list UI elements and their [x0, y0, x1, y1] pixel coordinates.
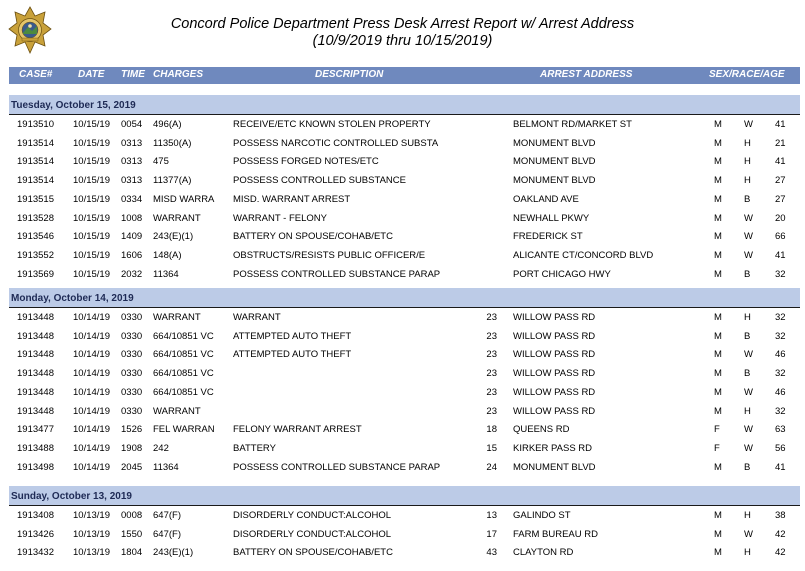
- row-age: 32: [775, 368, 786, 380]
- row-description: OBSTRUCTS/RESISTS PUBLIC OFFICER/E: [233, 249, 426, 261]
- row-case-number: 1913448: [17, 368, 54, 380]
- row-time: 2045: [121, 461, 143, 473]
- col-sex-race-age: SEX/RACE/AGE: [709, 69, 785, 80]
- row-case-number: 1913546: [17, 231, 54, 243]
- row-sex: F: [714, 424, 720, 436]
- row-race: B: [744, 268, 751, 280]
- row-date: 10/15/19: [73, 212, 110, 224]
- col-date: DATE: [78, 69, 105, 80]
- row-age: 27: [775, 193, 786, 205]
- date-group-label: Monday, October 14, 2019: [11, 293, 134, 304]
- row-charges: 11364: [153, 461, 179, 473]
- row-charges: 647(F): [153, 528, 181, 540]
- row-street-number: 24: [486, 461, 497, 473]
- row-case-number: 1913448: [17, 405, 54, 417]
- row-charges: 11350(A): [153, 137, 192, 149]
- row-charges: 664/10851 VC: [153, 386, 214, 398]
- row-time: 0313: [121, 175, 143, 187]
- row-date: 10/15/19: [73, 137, 110, 149]
- row-case-number: 1913569: [17, 268, 54, 280]
- row-sex: M: [714, 231, 722, 243]
- row-date: 10/14/19: [73, 349, 110, 361]
- row-case-number: 1913528: [17, 212, 54, 224]
- row-time: 1606: [121, 249, 143, 261]
- row-description: BATTERY ON SPOUSE/COHAB/ETC: [233, 231, 393, 243]
- row-description: POSSESS FORGED NOTES/ETC: [233, 156, 379, 168]
- table-row: [9, 345, 800, 364]
- row-time: 0330: [121, 405, 143, 417]
- row-sex: M: [714, 212, 722, 224]
- row-time: 0054: [121, 119, 143, 130]
- row-date: 10/13/19: [73, 510, 110, 521]
- table-row: [9, 543, 800, 562]
- row-sex: M: [714, 175, 722, 187]
- col-time: TIME: [121, 69, 145, 80]
- row-race: H: [744, 175, 751, 187]
- row-charges: 243(E)(1): [153, 231, 194, 243]
- col-case: CASE#: [19, 69, 53, 80]
- row-age: 41: [775, 156, 786, 168]
- row-description: ATTEMPTED AUTO THEFT: [233, 349, 352, 361]
- date-group-label: Sunday, October 13, 2019: [11, 491, 132, 502]
- table-row: [9, 402, 800, 421]
- row-street-number: 23: [486, 330, 497, 342]
- row-age: 38: [775, 510, 786, 521]
- row-race: B: [744, 368, 751, 380]
- row-date: 10/14/19: [73, 368, 110, 380]
- row-date: 10/15/19: [73, 193, 110, 205]
- row-case-number: 1913514: [17, 137, 54, 149]
- row-date: 10/14/19: [73, 330, 110, 342]
- row-charges: 664/10851 VC: [153, 349, 214, 361]
- row-case-number: 1913477: [17, 424, 54, 436]
- col-arrest-address: ARREST ADDRESS: [540, 69, 633, 80]
- row-charges: 242: [153, 442, 169, 454]
- row-sex: M: [714, 547, 722, 559]
- row-age: 21: [775, 137, 786, 149]
- row-age: 42: [775, 547, 786, 559]
- row-street-number: 23: [486, 405, 497, 417]
- row-sex: M: [714, 330, 722, 342]
- row-case-number: 1913510: [17, 119, 54, 130]
- row-case-number: 1913448: [17, 386, 54, 398]
- row-date: 10/14/19: [73, 405, 110, 417]
- row-arrest-address: PORT CHICAGO HWY: [513, 268, 611, 280]
- table-row: [9, 246, 800, 265]
- row-age: 42: [775, 528, 786, 540]
- table-row: [9, 506, 800, 525]
- row-sex: M: [714, 510, 722, 521]
- table-row: [9, 265, 800, 284]
- row-description: MISD. WARRANT ARREST: [233, 193, 351, 205]
- row-race: W: [744, 231, 753, 243]
- row-race: B: [744, 193, 751, 205]
- row-arrest-address: WILLOW PASS RD: [513, 349, 596, 361]
- row-charges: WARRANT: [153, 405, 201, 417]
- row-time: 0008: [121, 510, 143, 521]
- row-charges: FEL WARRAN: [153, 424, 215, 436]
- col-charges: CHARGES: [153, 69, 204, 80]
- row-street-number: 23: [486, 312, 497, 323]
- row-arrest-address: KIRKER PASS RD: [513, 442, 593, 454]
- row-street-number: 23: [486, 386, 497, 398]
- row-charges: 475: [153, 156, 169, 168]
- row-time: 1550: [121, 528, 143, 540]
- row-race: H: [744, 312, 751, 323]
- row-charges: 664/10851 VC: [153, 330, 214, 342]
- row-date: 10/15/19: [73, 156, 110, 168]
- row-date: 10/15/19: [73, 268, 110, 280]
- row-race: W: [744, 119, 753, 130]
- table-row: [9, 364, 800, 383]
- row-time: 2032: [121, 268, 143, 280]
- row-race: H: [744, 156, 751, 168]
- row-case-number: 1913426: [17, 528, 54, 540]
- col-description: DESCRIPTION: [315, 69, 384, 80]
- row-arrest-address: MONUMENT BLVD: [513, 156, 596, 168]
- row-case-number: 1913515: [17, 193, 54, 205]
- row-sex: M: [714, 461, 722, 473]
- row-case-number: 1913448: [17, 312, 54, 323]
- row-arrest-address: FARM BUREAU RD: [513, 528, 598, 540]
- row-arrest-address: WILLOW PASS RD: [513, 312, 596, 323]
- row-arrest-address: MONUMENT BLVD: [513, 461, 596, 473]
- table-row: [9, 209, 800, 228]
- date-group-header: [9, 486, 800, 506]
- row-age: 27: [775, 175, 786, 187]
- row-case-number: 1913448: [17, 349, 54, 361]
- row-description: BATTERY: [233, 442, 276, 454]
- row-time: 0313: [121, 156, 143, 168]
- row-description: POSSESS CONTROLLED SUBSTANCE PARAP: [233, 461, 441, 473]
- report-date-range: (10/9/2019 thru 10/15/2019): [312, 33, 493, 49]
- row-arrest-address: WILLOW PASS RD: [513, 330, 596, 342]
- row-time: 0330: [121, 368, 143, 380]
- row-arrest-address: QUEENS RD: [513, 424, 570, 436]
- row-time: 1008: [121, 212, 143, 224]
- row-charges: 496(A): [153, 119, 182, 130]
- table-row: [9, 308, 800, 327]
- row-time: 1908: [121, 442, 143, 454]
- row-charges: MISD WARRA: [153, 193, 215, 205]
- table-row: [9, 327, 800, 346]
- row-description: BATTERY ON SPOUSE/COHAB/ETC: [233, 547, 393, 559]
- row-sex: M: [714, 528, 722, 540]
- row-age: 41: [775, 461, 786, 473]
- row-age: 32: [775, 330, 786, 342]
- table-row: [9, 420, 800, 439]
- row-arrest-address: MONUMENT BLVD: [513, 175, 596, 187]
- row-age: 32: [775, 268, 786, 280]
- row-date: 10/13/19: [73, 528, 110, 540]
- row-race: W: [744, 528, 753, 540]
- report-title: Concord Police Department Press Desk Arrest Report w/ Arrest Address: [170, 16, 635, 32]
- row-date: 10/13/19: [73, 547, 110, 559]
- row-case-number: 1913432: [17, 547, 54, 559]
- row-sex: M: [714, 119, 722, 130]
- row-case-number: 1913448: [17, 330, 54, 342]
- row-charges: 11364: [153, 268, 179, 280]
- row-date: 10/15/19: [73, 175, 110, 187]
- row-case-number: 1913498: [17, 461, 54, 473]
- row-arrest-address: NEWHALL PKWY: [513, 212, 590, 224]
- row-sex: M: [714, 249, 722, 261]
- row-street-number: 23: [486, 368, 497, 380]
- row-race: H: [744, 137, 751, 149]
- row-arrest-address: MONUMENT BLVD: [513, 137, 596, 149]
- row-street-number: 13: [486, 510, 497, 521]
- row-arrest-address: WILLOW PASS RD: [513, 386, 596, 398]
- row-time: 1804: [121, 547, 143, 559]
- row-date: 10/14/19: [73, 386, 110, 398]
- row-sex: M: [714, 268, 722, 280]
- date-group-header: [9, 95, 800, 115]
- row-race: H: [744, 405, 751, 417]
- row-race: H: [744, 510, 751, 521]
- row-arrest-address: BELMONT RD/MARKET ST: [513, 119, 632, 130]
- row-age: 41: [775, 249, 786, 261]
- row-street-number: 17: [486, 528, 497, 540]
- row-charges: 148(A): [153, 249, 182, 261]
- row-time: 0313: [121, 137, 143, 149]
- row-race: B: [744, 461, 751, 473]
- row-sex: F: [714, 442, 720, 454]
- row-race: B: [744, 330, 751, 342]
- row-case-number: 1913514: [17, 156, 54, 168]
- table-row: [9, 171, 800, 190]
- row-arrest-address: WILLOW PASS RD: [513, 405, 596, 417]
- row-description: FELONY WARRANT ARREST: [233, 424, 362, 436]
- row-time: 1409: [121, 231, 143, 243]
- row-description: POSSESS NARCOTIC CONTROLLED SUBSTA: [233, 137, 439, 149]
- row-description: WARRANT - FELONY: [233, 212, 327, 224]
- row-arrest-address: ALICANTE CT/CONCORD BLVD: [513, 249, 654, 261]
- row-charges: WARRANT: [153, 312, 201, 323]
- row-race: W: [744, 212, 753, 224]
- row-time: 0334: [121, 193, 143, 205]
- row-arrest-address: GALINDO ST: [513, 510, 571, 521]
- table-row: [9, 134, 800, 153]
- row-arrest-address: WILLOW PASS RD: [513, 368, 596, 380]
- row-date: 10/14/19: [73, 424, 110, 436]
- row-race: H: [744, 547, 751, 559]
- row-date: 10/15/19: [73, 231, 110, 243]
- table-row: [9, 115, 800, 134]
- row-street-number: 15: [486, 442, 497, 454]
- row-sex: M: [714, 137, 722, 149]
- row-street-number: 18: [486, 424, 497, 436]
- row-age: 32: [775, 405, 786, 417]
- row-description: DISORDERLY CONDUCT:ALCOHOL: [233, 510, 392, 521]
- row-sex: M: [714, 405, 722, 417]
- row-race: W: [744, 249, 753, 261]
- row-description: RECEIVE/ETC KNOWN STOLEN PROPERTY: [233, 119, 431, 130]
- row-sex: M: [714, 156, 722, 168]
- row-sex: M: [714, 349, 722, 361]
- row-charges: WARRANT: [153, 212, 201, 224]
- row-description: DISORDERLY CONDUCT:ALCOHOL: [233, 528, 392, 540]
- row-age: 63: [775, 424, 786, 436]
- row-case-number: 1913552: [17, 249, 54, 261]
- row-date: 10/14/19: [73, 442, 110, 454]
- row-race: W: [744, 349, 753, 361]
- row-sex: M: [714, 368, 722, 380]
- row-description: ATTEMPTED AUTO THEFT: [233, 330, 352, 342]
- row-date: 10/15/19: [73, 249, 110, 261]
- row-date: 10/15/19: [73, 119, 110, 130]
- table-row: [9, 190, 800, 209]
- row-age: 32: [775, 312, 786, 323]
- row-street-number: 43: [486, 547, 497, 559]
- row-description: POSSESS CONTROLLED SUBSTANCE: [233, 175, 406, 187]
- table-row: [9, 227, 800, 246]
- row-date: 10/14/19: [73, 461, 110, 473]
- column-header-bar: [9, 67, 800, 84]
- row-age: 56: [775, 442, 786, 454]
- row-age: 46: [775, 349, 786, 361]
- row-arrest-address: OAKLAND AVE: [513, 193, 579, 205]
- row-charges: 647(F): [153, 510, 181, 521]
- row-arrest-address: FREDERICK ST: [513, 231, 583, 243]
- row-description: POSSESS CONTROLLED SUBSTANCE PARAP: [233, 268, 441, 280]
- row-description: WARRANT: [233, 312, 281, 323]
- table-row: [9, 152, 800, 171]
- row-age: 66: [775, 231, 786, 243]
- row-sex: M: [714, 193, 722, 205]
- row-time: 0330: [121, 349, 143, 361]
- row-race: W: [744, 386, 753, 398]
- row-age: 41: [775, 119, 786, 130]
- table-row: [9, 458, 800, 477]
- table-row: [9, 525, 800, 544]
- row-time: 0330: [121, 312, 143, 323]
- row-time: 1526: [121, 424, 143, 436]
- row-race: W: [744, 424, 753, 436]
- row-case-number: 1913488: [17, 442, 54, 454]
- row-case-number: 1913408: [17, 510, 54, 521]
- row-time: 0330: [121, 386, 143, 398]
- row-street-number: 23: [486, 349, 497, 361]
- row-case-number: 1913514: [17, 175, 54, 187]
- row-race: W: [744, 442, 753, 454]
- row-sex: M: [714, 386, 722, 398]
- row-sex: M: [714, 312, 722, 323]
- row-age: 20: [775, 212, 786, 224]
- row-charges: 11377(A): [153, 175, 192, 187]
- table-row: [9, 383, 800, 402]
- date-group-label: Tuesday, October 15, 2019: [11, 100, 136, 111]
- row-charges: 243(E)(1): [153, 547, 194, 559]
- row-date: 10/14/19: [73, 312, 110, 323]
- table-row: [9, 439, 800, 458]
- row-arrest-address: CLAYTON RD: [513, 547, 574, 559]
- date-group-header: [9, 288, 800, 308]
- row-age: 46: [775, 386, 786, 398]
- row-time: 0330: [121, 330, 143, 342]
- row-charges: 664/10851 VC: [153, 368, 214, 380]
